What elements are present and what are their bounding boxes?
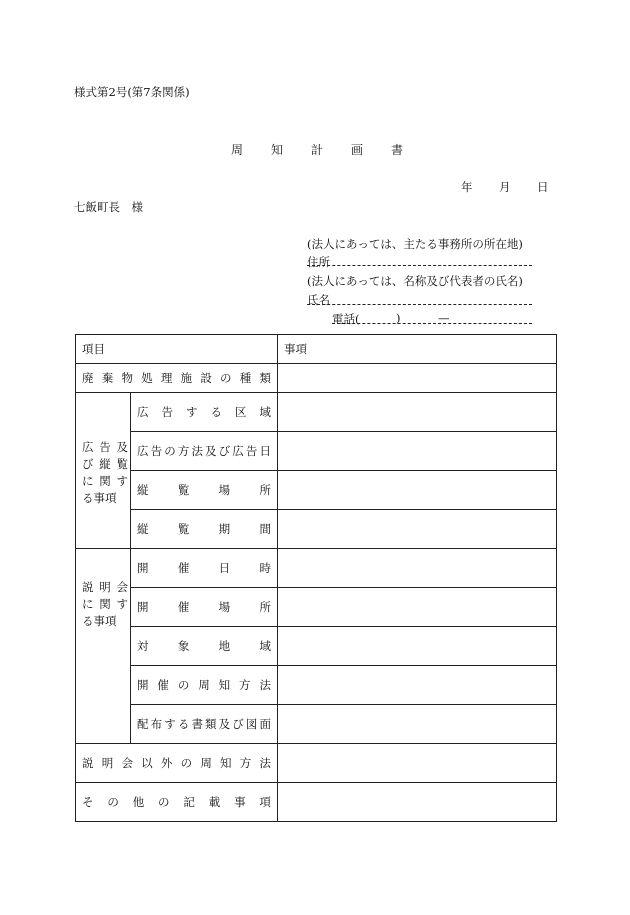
date-month: 月 [499, 180, 511, 194]
label-char: 説 [82, 756, 94, 770]
label-char: 関 [99, 597, 111, 611]
briefing-category-line [82, 579, 128, 596]
label-char: す [116, 474, 128, 488]
table-row [76, 666, 557, 705]
plan-table [75, 334, 557, 822]
label-char: 外 [160, 756, 173, 770]
label-char: 場 [218, 600, 231, 614]
label-char: す [186, 405, 198, 419]
label-char: 方 [177, 444, 190, 458]
table-row [76, 471, 557, 510]
label-char: 配 [137, 717, 149, 731]
label-char: る [177, 717, 190, 731]
label-char: 区 [235, 405, 247, 419]
label-char: 縦 [137, 522, 149, 536]
label-char: 項 [259, 795, 271, 809]
table-row [76, 744, 557, 783]
ad-row-label [137, 482, 271, 498]
row-label [76, 744, 278, 783]
row-value-cell[interactable] [278, 627, 557, 666]
label-char: そ [82, 795, 94, 809]
label-char: 物 [121, 371, 133, 385]
briefing-row-label [137, 677, 271, 693]
label-char: 設 [200, 371, 212, 385]
address-note: (法人にあっては、主たる事務所の所在地) [307, 237, 523, 251]
title-char: 画 [351, 143, 364, 157]
row-value-cell[interactable] [278, 666, 557, 705]
row-label [131, 432, 278, 471]
label-char: 明 [101, 756, 114, 770]
label-char: 法 [191, 444, 203, 458]
label-char: 催 [177, 600, 190, 614]
other-method-label [82, 755, 271, 771]
label-char: 法 [259, 756, 271, 770]
row-value-cell[interactable] [278, 549, 557, 588]
label-char: に [82, 597, 94, 611]
label-char: 棄 [101, 371, 114, 385]
briefing-row-label [137, 638, 271, 654]
ad-row-label [137, 443, 271, 459]
label-char: 間 [259, 522, 271, 536]
briefing-category-line: る事項 [82, 614, 117, 628]
label-char: 図 [245, 717, 258, 731]
row-label [76, 783, 278, 822]
title-char: 書 [391, 143, 404, 157]
label-char: 種 [239, 371, 252, 385]
label-char: び [82, 457, 94, 471]
table-row [76, 705, 557, 744]
label-char: 理 [160, 371, 173, 385]
address-field[interactable] [307, 265, 532, 266]
label-char: 会 [116, 580, 128, 594]
header-matter: 事項 [278, 335, 557, 364]
row-label [131, 510, 278, 549]
label-char: 知 [218, 678, 231, 692]
label-char: 縦 [137, 483, 149, 497]
date-day: 日 [537, 180, 549, 194]
label-char: 及 [205, 444, 217, 458]
ad-category-line [82, 456, 128, 473]
label-char: 布 [150, 717, 163, 731]
row-label [131, 471, 278, 510]
label-char: 広 [137, 444, 149, 458]
row-value-cell[interactable] [278, 783, 557, 822]
label-char: の [220, 371, 232, 385]
row-label [131, 549, 278, 588]
briefing-row-label [137, 560, 271, 576]
ad-category-line [82, 439, 128, 456]
name-field[interactable] [307, 304, 532, 305]
label-char: 対 [137, 639, 149, 653]
row-label [131, 588, 278, 627]
ad-row-label [137, 404, 271, 420]
label-char: 時 [259, 561, 271, 575]
document-title [231, 141, 431, 158]
label-char: 説 [82, 580, 94, 594]
label-char: 覧 [177, 483, 190, 497]
label-char: 面 [259, 717, 271, 731]
label-char: に [82, 474, 94, 488]
label-char: 関 [99, 474, 111, 488]
other-items-label [82, 794, 271, 810]
title-char: 知 [271, 143, 284, 157]
title-char: 計 [311, 143, 324, 157]
title-char: 周 [231, 143, 244, 157]
row-label [131, 393, 278, 432]
label-char: 周 [198, 678, 210, 692]
label-char: 告 [245, 444, 258, 458]
label-char: 告 [99, 440, 111, 454]
row-value-cell[interactable] [278, 432, 557, 471]
label-char: る [210, 405, 222, 419]
briefing-row-label [137, 716, 271, 732]
label-char: 載 [208, 795, 221, 809]
ad-category-cell [76, 393, 131, 549]
label-char: 類 [259, 371, 271, 385]
label-char: 域 [259, 639, 271, 653]
phone-label: 電話( [332, 312, 360, 326]
label-char: 周 [200, 756, 212, 770]
label-char: 類 [205, 717, 217, 731]
label-char: 廃 [82, 371, 94, 385]
phone-close: ) [396, 311, 401, 325]
row-label [76, 364, 278, 393]
label-char: 開 [137, 561, 149, 575]
label-char: 日 [259, 444, 271, 458]
row-value-cell[interactable] [278, 364, 557, 393]
label-char: 処 [141, 371, 153, 385]
row-value-cell[interactable] [278, 471, 557, 510]
label-char: び [218, 444, 231, 458]
label-char: 所 [259, 483, 271, 497]
row-value-cell[interactable] [278, 705, 557, 744]
ad-category-line [82, 473, 128, 490]
label-char: 覧 [116, 457, 128, 471]
ad-row-label [137, 521, 271, 537]
name-note: (法人にあっては、名称及び代表者の氏名) [307, 274, 523, 288]
name-label: 氏名 [307, 293, 330, 307]
label-char: 広 [82, 440, 94, 454]
recipient: 七飯町長 様 [74, 200, 143, 214]
date-line [461, 179, 549, 195]
date-year: 年 [461, 180, 473, 194]
label-char: 広 [232, 444, 244, 458]
briefing-category-cell [76, 549, 131, 744]
label-char: 告 [150, 444, 163, 458]
label-char: の [180, 756, 193, 770]
row-value-cell[interactable] [278, 588, 557, 627]
label-char: 方 [239, 756, 252, 770]
label-char: 催 [157, 678, 169, 692]
label-char: 及 [218, 717, 231, 731]
label-char: 明 [99, 580, 111, 594]
label-char: 覧 [177, 522, 190, 536]
table-row [76, 783, 557, 822]
label-char: 会 [121, 756, 133, 770]
row-label [131, 666, 278, 705]
table-row [76, 432, 557, 471]
briefing-category-line [82, 596, 128, 613]
row-value-cell[interactable] [278, 510, 557, 549]
label-char: 地 [218, 639, 231, 653]
row-value-cell[interactable] [278, 744, 557, 783]
row-label [131, 627, 278, 666]
label-char: 知 [220, 756, 232, 770]
label-char: 記 [183, 795, 195, 809]
table-row [76, 627, 557, 666]
table-row [76, 588, 557, 627]
row-value-cell[interactable] [278, 393, 557, 432]
label-char: 告 [161, 405, 173, 419]
label-char: 開 [137, 600, 149, 614]
label-char: 法 [259, 678, 271, 692]
table-row [76, 510, 557, 549]
table-header-row [76, 335, 557, 364]
label-char: 及 [116, 440, 128, 454]
table-row [76, 393, 557, 432]
label-char: 域 [259, 405, 271, 419]
table-row [76, 364, 557, 393]
label-char: 日 [218, 561, 231, 575]
label-char: 期 [218, 522, 231, 536]
table-row [76, 549, 557, 588]
label-char: 所 [259, 600, 271, 614]
label-char: 施 [180, 371, 193, 385]
label-char: 以 [141, 756, 153, 770]
label-char: の [177, 678, 190, 692]
label-char: 書 [191, 717, 203, 731]
label-char: 事 [234, 795, 246, 809]
label-char: 場 [218, 483, 231, 497]
waste-type-label [82, 370, 271, 386]
form-code: 様式第2号(第7条関係) [74, 85, 190, 99]
label-char: 象 [177, 639, 190, 653]
label-char: の [158, 795, 170, 809]
address-label: 住所 [307, 255, 330, 269]
label-char: の [107, 795, 119, 809]
label-char: 広 [137, 405, 149, 419]
briefing-row-label [137, 599, 271, 615]
phone-field[interactable] [332, 323, 532, 324]
phone-dash: — [438, 311, 450, 325]
label-char: す [164, 717, 176, 731]
header-item: 項目 [76, 335, 278, 364]
label-char: す [116, 597, 128, 611]
label-char: 他 [132, 795, 145, 809]
label-char: 催 [177, 561, 190, 575]
row-label [131, 705, 278, 744]
label-char: の [164, 444, 176, 458]
label-char: 方 [239, 678, 251, 692]
label-char: 開 [137, 678, 149, 692]
label-char: び [232, 717, 244, 731]
label-char: 縦 [99, 457, 111, 471]
ad-category-line: る事項 [82, 491, 117, 505]
